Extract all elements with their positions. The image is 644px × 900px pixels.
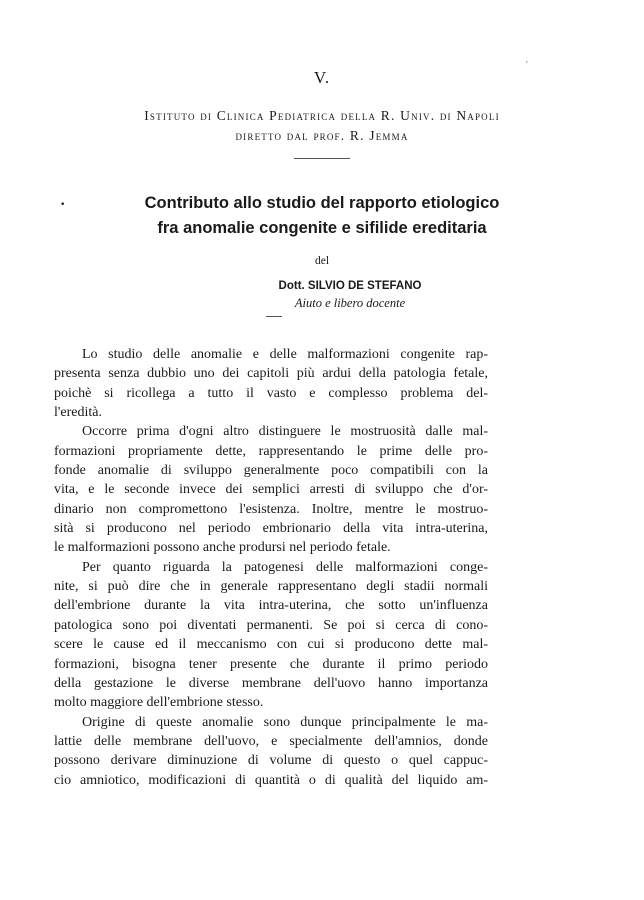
body-line: sità si producono nel periodo embrionario della vita intra-uterina,	[54, 521, 488, 537]
body-line: l'eredità.	[54, 405, 102, 421]
author-name: Dott. SILVIO DE STEFANO	[278, 280, 422, 292]
body-line: lattie delle membrane dell'uovo, e specialmente dell'amnios, donde	[54, 733, 488, 749]
body-line: Origine di queste anomalie sono dunque principalmente le ma-	[82, 714, 488, 730]
body-line: poichè si ricollega a tutto il vasto e complesso problema del-	[54, 385, 488, 401]
body-line: Occorre prima d'ogni altro distinguere le mostruosità dalle mal-	[82, 424, 488, 440]
byline-del: del	[314, 255, 330, 267]
body-text	[54, 345, 488, 790]
stray-mark: '	[526, 60, 528, 71]
body-line: formazioni propriamente dette, rappresentando le prime delle pro-	[54, 443, 488, 459]
body-line: possono derivare diminuzione di volume di questo o quel cappuc-	[54, 753, 488, 769]
author-role: Aiuto e libero docente	[294, 296, 406, 310]
body-line: cio amniotico, modificazioni di quantità o di qualità del liquido am-	[54, 772, 488, 788]
body-line: molto maggiore dell'embrione stesso.	[54, 695, 264, 711]
chapter-number: V.	[313, 68, 331, 87]
body-line: scere le cause ed il meccanismo con cui si producono dette mal-	[54, 637, 488, 653]
institute-director: diretto dal prof. R. Jemma	[235, 128, 409, 143]
body-line: patologica sono poi diventati permanenti. Se poi si cerca di cono-	[54, 617, 488, 633]
body-line: Per quanto riguarda la patogenesi delle malformazioni conge-	[82, 559, 488, 575]
article-title-line-1: Contributo allo studio del rapporto etiologico	[144, 194, 500, 212]
header-divider	[294, 158, 350, 159]
body-line: dinario non compromettono l'esistenza. Inoltre, mentre le mostruo-	[54, 501, 488, 517]
title-bullet: ·	[60, 196, 66, 213]
institute-heading: Istituto di Clinica Pediatrica della R. Univ. di Napoli	[144, 108, 500, 123]
body-line: vita, e le seconde invece dei semplici arresti di sviluppo che d'or-	[54, 482, 488, 498]
body-line: le malformazioni possono anche prodursi nel periodo fetale.	[54, 540, 391, 556]
body-line: nite, si può dire che in generale rappresentano degli stadii normali	[54, 579, 488, 595]
body-line: presenta senza dubbio uno dei capitoli più ardui della patologia fetale,	[54, 366, 488, 382]
body-line: della gestazione le diverse membrane dell'uovo hanno importanza	[54, 675, 488, 691]
article-title-line-2: fra anomalie congenite e sifilide ereditaria	[157, 219, 487, 237]
body-line: dell'embrione durante la vita intra-uterina, che sotto un'influenza	[54, 598, 488, 614]
body-line: formazioni, bisogna tener presente che durante il primo periodo	[54, 656, 488, 672]
body-line: fonde anomalie di sviluppo generalmente poco compatibili con la	[54, 463, 488, 479]
byline-divider	[266, 316, 282, 317]
body-line: Lo studio delle anomalie e delle malformazioni congenite rap-	[82, 347, 488, 362]
